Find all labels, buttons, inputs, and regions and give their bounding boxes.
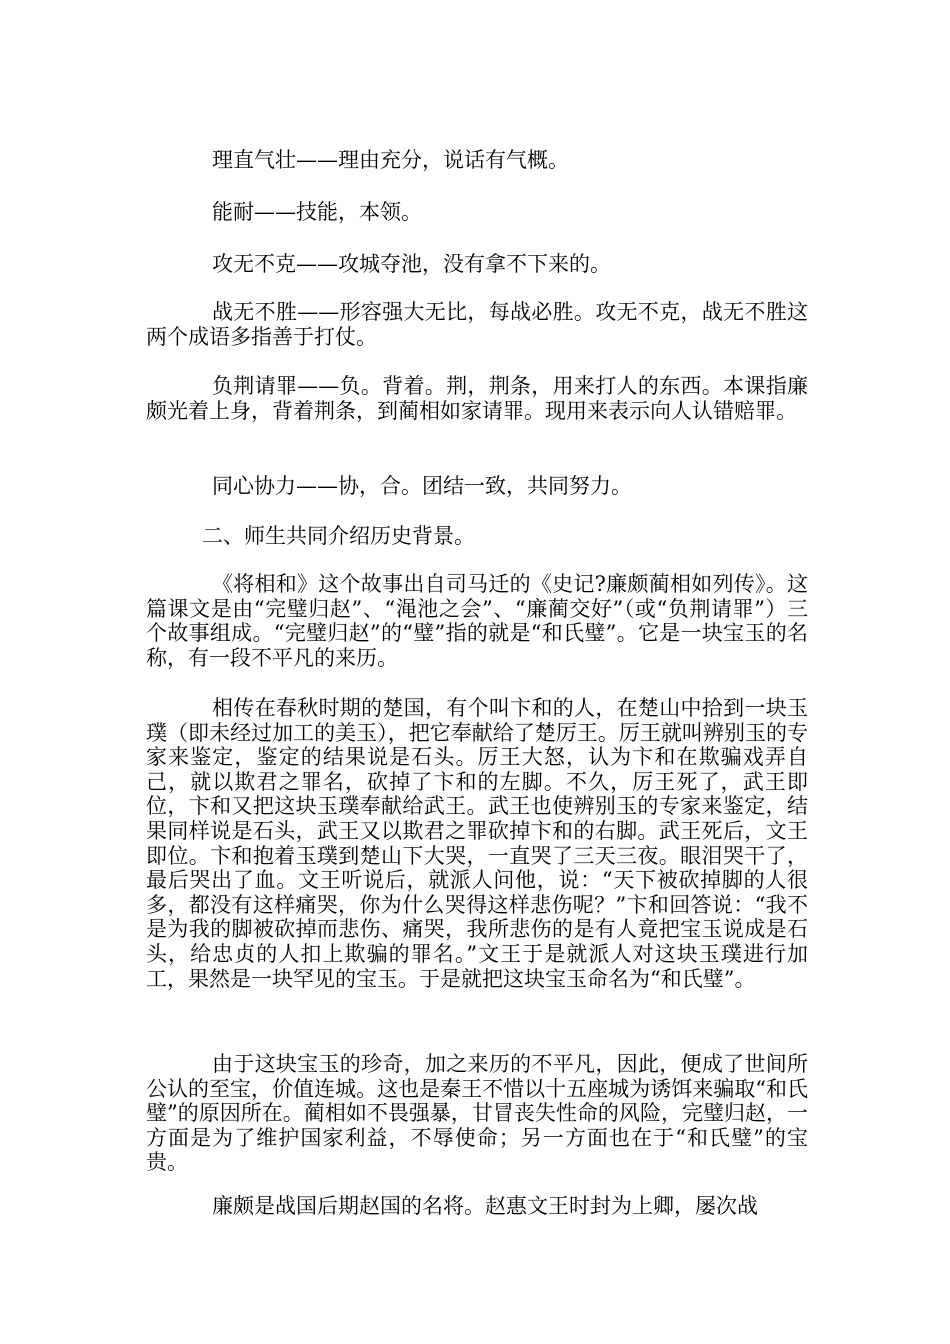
paragraph-9: 由于这块宝玉的珍奇，加之来历的不平凡，因此，便成了世间所公认的至宝，价值连城。这也是秦王不惜以十五座城为诱饵来骗取“和氏璧”的原因所在。蔺相如不畏强暴，甘冒丧失性命的风险，完璧归赵，一方面是为了维护国家利益，不辱使命；另一方面也在于“和氏璧”的宝贵。 xyxy=(146,1052,808,1175)
paragraph-1: 理直气壮——理由充分，说话有气概。 xyxy=(212,148,569,172)
paragraph-8: 相传在春秋时期的楚国，有个叫卞和的人，在楚山中拾到一块玉璞（即未经过加工的美玉），把它奉献给了楚厉王。厉王就叫辨别玉的专家来鉴定，鉴定的结果说是石头。厉王大怒，认为卞和在欺骗戏弄自己，就以欺君之罪名，砍掉了卞和的左脚。不久，厉王死了，武王即位，卞和又把这块玉璞奉献给武王。武王也使辨别玉的专家来鉴定，结果同样说是石头，武王又以欺君之罪砍掉卞和的右脚。武王死后，文王即位。卞和抱着玉璞到楚山下大哭，一直哭了三天三夜。眼泪哭干了，最后哭出了血。文王听说后，就派人问他，说：“天下被砍掉脚的人很多，都没有这样痛哭，你为什么哭得这样悲伤呢？”卞和回答说：“我不是为我的脚被砍掉而悲伤、痛哭，我所悲伤的是有人竟把宝玉说成是石头，给忠贞的人扣上欺骗的罪名。”文王于是就派人对这块玉璞进行加工，果然是一块罕见的宝玉。于是就把这块宝玉命名为“和氏璧”。 xyxy=(146,696,808,991)
paragraph-3: 攻无不克——攻城夺池，没有拿不下来的。 xyxy=(212,252,611,276)
paragraph-5: 负荆请罪——负。背着。荆，荆条，用来打人的东西。本课指廉颇光着上身，背着荆条，到蔺相如家请罪。现用来表示向人认错赔罪。 xyxy=(146,374,808,423)
section-heading: 二、师生共同介绍历史背景。 xyxy=(202,524,475,548)
paragraph-2: 能耐——技能，本领。 xyxy=(212,200,422,224)
paragraph-4: 战无不胜——形容强大无比，每战必胜。攻无不克，战无不胜这两个成语多指善于打仗。 xyxy=(146,300,808,349)
paragraph-7: 《将相和》这个故事出自司马迁的《史记?廉颇蔺相如列传》。这篇课文是由“完璧归赵”、“渑池之会”、“廉蔺交好”（或“负荆请罪”）三个故事组成。“完璧归赵”的“璧”指的就是“和氏璧”。它是一块宝玉的名称，有一段不平凡的来历。 xyxy=(146,572,808,670)
paragraph-6: 同心协力——协，合。团结一致，共同努力。 xyxy=(212,474,632,498)
paragraph-10: 廉颇是战国后期赵国的名将。赵惠文王时封为上卿，屡次战 xyxy=(212,1194,758,1218)
